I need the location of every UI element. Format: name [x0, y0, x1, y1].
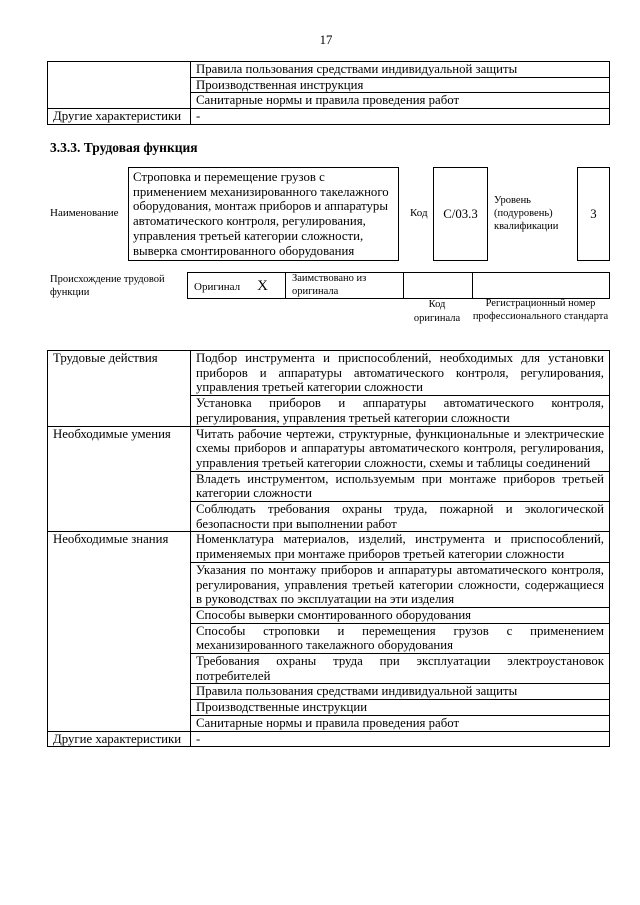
qualification-level-label: Уровень (подуровень) квалификации — [494, 195, 559, 232]
table-row — [48, 426, 610, 471]
other-characteristics-label: Другие характеристики — [48, 731, 191, 747]
table-cell: Правила пользования средствами индивидуальной защиты — [191, 684, 610, 700]
origin-row — [188, 273, 610, 299]
other-characteristics-label: Другие характеристики — [48, 109, 191, 125]
registration-number-label: Регистрационный номер профессионального стандарта — [472, 298, 609, 322]
registration-number-cell — [473, 273, 610, 299]
function-details-table — [47, 350, 610, 747]
other-characteristics-value: - — [191, 731, 610, 747]
borrowed-cell — [286, 273, 404, 299]
table-cell: Номенклатура материалов, изделий, инструмента и приспособлений, применяемых при монтаже приборов третьей категории сложности — [191, 532, 610, 562]
original-mark: X — [257, 277, 268, 294]
origin-label: Происхождение трудовой функции — [50, 274, 165, 298]
table-cell: Способы строповки и перемещения грузов с применением механизированного такелажного оборудования — [191, 623, 610, 653]
table-row — [48, 62, 610, 78]
previous-function-table — [47, 61, 610, 125]
table-cell: Производственная инструкция — [191, 77, 610, 93]
table-cell: Санитарные нормы и правила проведения работ — [191, 93, 610, 109]
table-row — [48, 351, 610, 396]
original-code-cell — [404, 273, 473, 299]
table-row — [48, 109, 610, 125]
table-cell: Правила пользования средствами индивидуальной защиты — [191, 62, 610, 78]
original-label: Оригинал — [194, 280, 241, 293]
function-name-box: Строповка и перемещение грузов с применением механизированного такелажного оборудования, монтаж приборов и аппаратуры автоматического контроля, регулирования, управления третьей категории сложности, выверка смонтированного оборудования — [128, 167, 399, 261]
qualification-level: 3 — [590, 206, 597, 221]
table-cell: Санитарные нормы и правила проведения работ — [191, 715, 610, 731]
table-cell: Производственные инструкции — [191, 700, 610, 716]
group-label-required-skills: Необходимые умения — [48, 426, 191, 532]
name-label: Наименование — [50, 207, 119, 219]
qualification-level-box — [577, 167, 610, 261]
group-label-required-knowledge: Необходимые знания — [48, 532, 191, 731]
table-cell: Требования охраны труда при эксплуатации электроустановок потребителей — [191, 654, 610, 684]
group-label-labor-actions: Трудовые действия — [48, 351, 191, 427]
table-cell: Владеть инструментом, используемым при монтаже приборов третьей категории сложности — [191, 471, 610, 501]
section-heading: 3.3.3. Трудовая функция — [50, 140, 198, 155]
table-cell: Указания по монтажу приборов и аппаратуры автоматического контроля, регулирования, управления третьей категории сложности, содержащиеся в руководствах по эксплуатации на эти изделия — [191, 562, 610, 607]
original-code-label: Код оригинала — [413, 299, 461, 324]
original-cell — [188, 273, 286, 299]
other-characteristics-value: - — [191, 109, 610, 125]
table-row — [48, 532, 610, 562]
empty-label-cell — [48, 62, 191, 109]
origin-table — [187, 272, 610, 299]
table-cell: Установка приборов и аппаратуры автоматического контроля, регулирования, управления третьей категории сложности — [191, 396, 610, 426]
function-code: С/03.3 — [443, 206, 478, 221]
table-cell: Читать рабочие чертежи, структурные, функциональные и электрические схемы приборов и аппаратуры автоматического контроля, регулирования, управления третьей категории сложности, схемы и таблицы соединений — [191, 426, 610, 471]
table-row — [48, 731, 610, 747]
borrowed-label: Заимствовано из оригинала — [292, 273, 367, 297]
code-label: Код — [410, 207, 428, 219]
table-cell: Соблюдать требования охраны труда, пожарной и экологической безопасности при выполнении работ — [191, 502, 610, 532]
page-number: 17 — [319, 33, 333, 47]
table-cell: Способы выверки смонтированного оборудования — [191, 607, 610, 623]
function-code-box — [433, 167, 488, 261]
table-cell: Подбор инструмента и приспособлений, необходимых для установки приборов и аппаратуры автоматического контроля, регулирования, управления третьей категории сложности — [191, 351, 610, 396]
